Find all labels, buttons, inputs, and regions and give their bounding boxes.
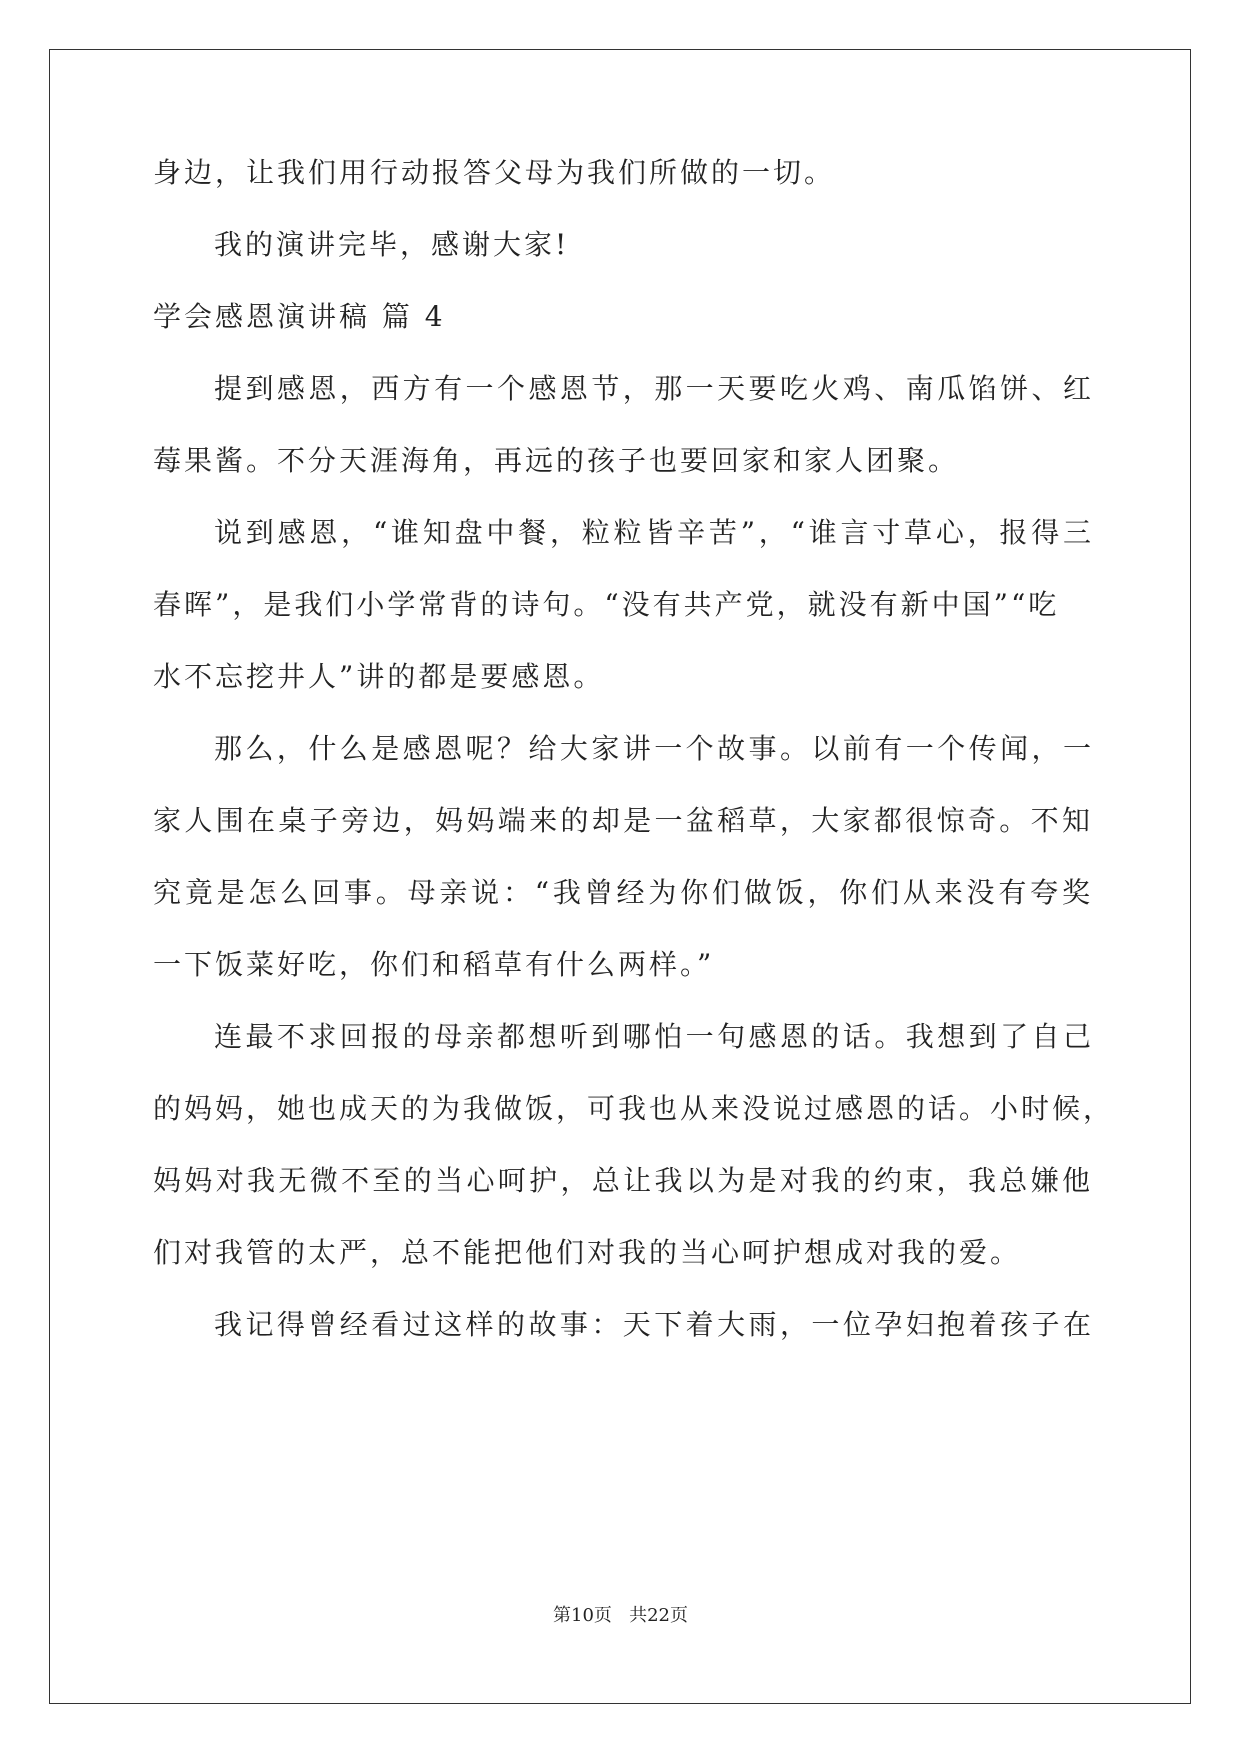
text-line-15: 妈妈对我无微不至的当心呵护，总让我以为是对我的约束，我总嫌他: [153, 1164, 1093, 1197]
text-line-12: 一下饭菜好吃，你们和稻草有什么两样。”: [153, 948, 715, 981]
text-line-16: 们对我管的太严，总不能把他们对我的当心呵护想成对我的爱。: [153, 1236, 1022, 1269]
text-line-8: 水不忘挖井人”讲的都是要感恩。: [153, 660, 605, 693]
text-line-2: 我的演讲完毕，感谢大家!: [214, 228, 570, 261]
text-line-6: 说到感恩，“谁知盘中餐，粒粒皆辛苦”，“谁言寸草心，报得三: [214, 516, 1094, 549]
text-line-13: 连最不求回报的母亲都想听到哪怕一句感恩的话。我想到了自己: [214, 1020, 1094, 1053]
section-heading: 学会感恩演讲稿 篇 4: [153, 300, 446, 333]
text-line-10: 家人围在桌子旁边，妈妈端来的却是一盆稻草，大家都很惊奇。不知: [153, 804, 1093, 837]
text-line-7: 春晖”，是我们小学常背的诗句。“没有共产党，就没有新中国”“吃: [153, 588, 1060, 621]
text-line-9: 那么，什么是感恩呢？给大家讲一个故事。以前有一个传闻，一: [214, 732, 1094, 765]
text-line-4: 提到感恩，西方有一个感恩节，那一天要吃火鸡、南瓜馅饼、红: [214, 372, 1094, 405]
text-line-17: 我记得曾经看过这样的故事：天下着大雨，一位孕妇抱着孩子在: [214, 1308, 1094, 1341]
text-line-1: 身边，让我们用行动报答父母为我们所做的一切。: [153, 156, 836, 189]
text-line-11: 究竟是怎么回事。母亲说：“我曾经为你们做饭，你们从来没有夸奖: [153, 876, 1093, 909]
text-line-5: 莓果酱。不分天涯海角，再远的孩子也要回家和家人团聚。: [153, 444, 960, 477]
text-line-14: 的妈妈，她也成天的为我做饭，可我也从来没说过感恩的话。小时候，: [153, 1092, 1115, 1125]
page-number-footer: 第10页 共22页: [553, 1605, 688, 1626]
